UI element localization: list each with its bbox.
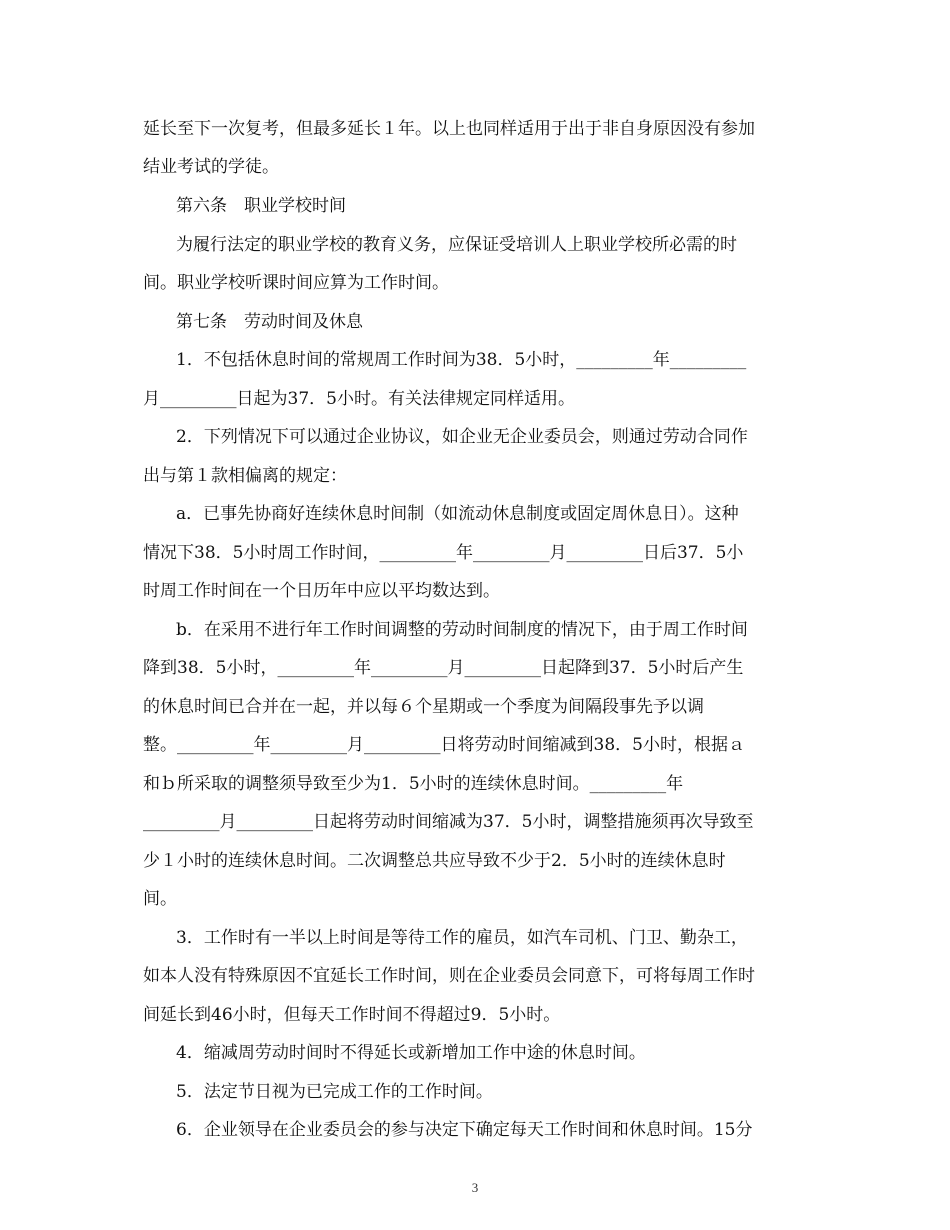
paragraph-line: 降到38．5小时，_________年_________月_________日起降到37．5小时后产生 [143, 658, 744, 678]
paragraph-line: 为履行法定的职业学校的教育义务，应保证受培训人上职业学校所必需的时 [176, 235, 737, 255]
paragraph-line: 间延长到46小时，但每天工作时间不得超过9．5小时。 [143, 1005, 561, 1025]
paragraph-line: a．已事先协商好连续休息时间制（如流动休息制度或固定周休息日）。这种 [176, 504, 739, 524]
paragraph-line: 月_________日起为37．5小时。有关法律规定同样适用。 [143, 389, 575, 409]
paragraph-line: 间。职业学校听课时间应算为工作时间。 [143, 273, 449, 293]
paragraph-line: 如本人没有特殊原因不宜延长工作时间，则在企业委员会同意下，可将每周工作时 [143, 966, 755, 986]
paragraph-line: 和ｂ所采取的调整须导致至少为1．5小时的连续休息时间。_________年 [143, 774, 684, 794]
article-heading: 第七条 劳动时间及休息 [176, 312, 363, 332]
paragraph-line: 延长至下一次复考，但最多延长１年。以上也同样适用于出于非自身原因没有参加 [143, 119, 755, 139]
page-number: 3 [471, 1180, 479, 1195]
paragraph-line: 少１小时的连续休息时间。二次调整总共应导致不少于2．5小时的连续休息时 [143, 851, 726, 871]
paragraph-line: 3．工作时有一半以上时间是等待工作的雇员，如汽车司机、门卫、勤杂工， [176, 928, 748, 948]
paragraph-line: 2．下列情况下可以通过企业协议，如企业无企业委员会，则通过劳动合同作 [176, 427, 748, 447]
paragraph-line: 6．企业领导在企业委员会的参与决定下确定每天工作时间和休息时间。15分 [176, 1120, 753, 1140]
paragraph-line: 情况下38．5小时周工作时间，_________年_________月_________日后37．5小 [143, 543, 744, 563]
paragraph-line: 出与第１款相偏离的规定： [143, 466, 347, 486]
article-heading: 第六条 职业学校时间 [176, 196, 346, 216]
paragraph-line: 整。_________年_________月_________日将劳动时间缩减到38．5小时，根据ａ [143, 735, 745, 755]
paragraph-line: b．在采用不进行年工作时间调整的劳动时间制度的情况下，由于周工作时间 [176, 620, 748, 640]
paragraph-line: 的休息时间已合并在一起，并以每６个星期或一个季度为间隔段事先予以调 [143, 697, 704, 717]
paragraph-line: 1．不包括休息时间的常规周工作时间为38．5小时，_________年_________ [176, 350, 747, 370]
paragraph-line: 5．法定节日视为已完成工作的工作时间。 [176, 1082, 493, 1102]
paragraph-line: 时周工作时间在一个日历年中应以平均数达到。 [143, 581, 500, 601]
paragraph-line: 间。 [143, 889, 177, 909]
paragraph-line: 4．缩减周劳动时间时不得延长或新增加工作中途的休息时间。 [176, 1043, 646, 1063]
paragraph-line: _________月_________日起将劳动时间缩减为37．5小时，调整措施须再次导致至 [143, 812, 754, 832]
paragraph-line: 结业考试的学徒。 [143, 157, 279, 177]
